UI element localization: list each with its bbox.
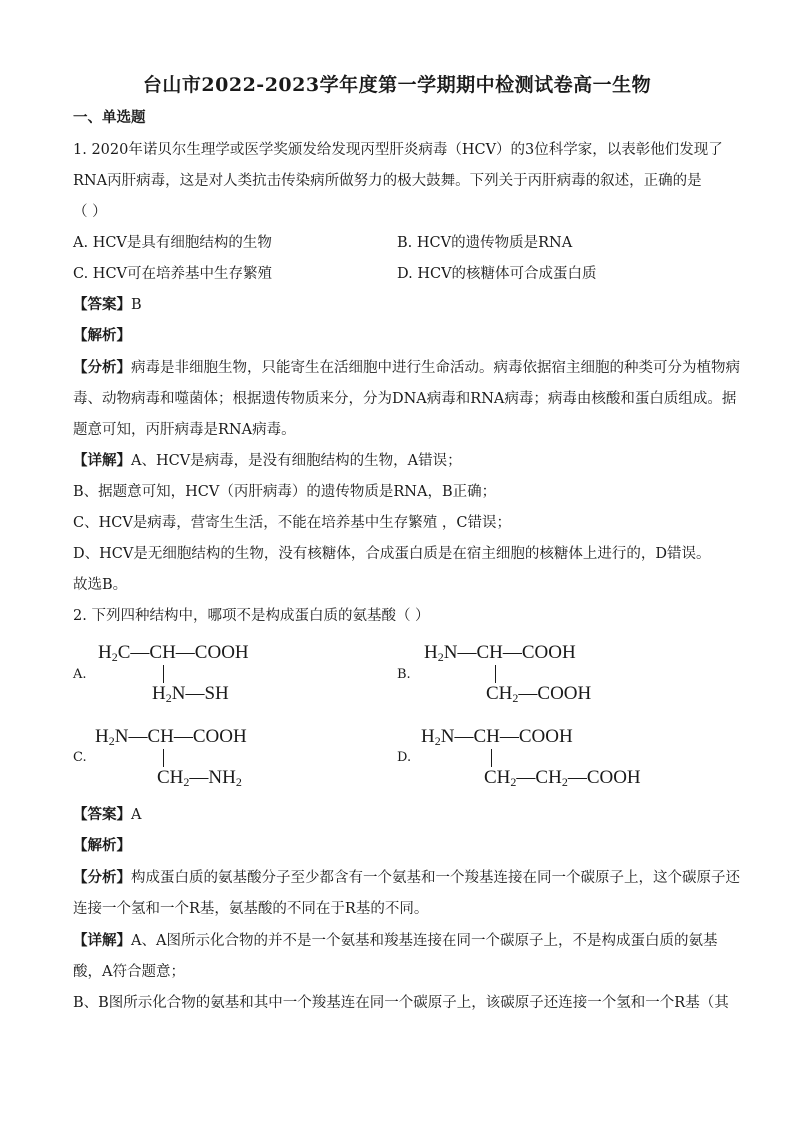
structure-c-bond: [163, 749, 164, 767]
q1-stem-line2: RNA丙肝病毒，这是对人类抗击传染病所做努力的极大鼓舞。下列关于丙肝病毒的叙述，正确的是: [73, 173, 702, 189]
section-heading: 一、单选题: [73, 109, 146, 126]
xiangjie-tag: 【详解】: [73, 932, 131, 949]
q2-xiangjie-line3: B、B图所示化合物的氨基和其中一个羧基连在同一个碳原子上，该碳原子还连接一个氢和一个R基（其: [73, 995, 729, 1011]
structure-b-bottom: $CH_2—COOH$: [486, 683, 592, 705]
answer-tag: 【答案】: [73, 296, 131, 313]
q1-option-a: A. HCV是具有细胞结构的生物: [73, 235, 272, 251]
q1-analysis-tag: 【解析】: [73, 327, 131, 344]
q2-fenxi-line2: 连接一个氢和一个R基，氨基酸的不同在于R基的不同。: [73, 901, 429, 917]
structure-c-top: $H_2N—CH—COOH$: [95, 726, 247, 748]
answer-tag: 【答案】: [73, 806, 131, 823]
q2-label-c: C.: [73, 750, 87, 765]
q1-xiangjie-line1: [73, 451, 462, 471]
q1-option-b: B. HCV的遗传物质是RNA: [397, 235, 573, 251]
fenxi-text: 构成蛋白质的氨基酸分子至少都含有一个氨基和一个羧基连接在同一个碳原子上，这个碳原子还: [131, 870, 740, 886]
q1-fenxi-line1: [73, 358, 740, 378]
q1-option-d: D. HCV的核糖体可合成蛋白质: [397, 266, 597, 282]
q2-stem: 2. 下列四种结构中，哪项不是构成蛋白质的氨基酸（ ）: [73, 608, 430, 624]
q2-fenxi-line1: [73, 868, 740, 888]
q2-answer: [73, 805, 141, 825]
q2-xiangjie-line2: 酸，A符合题意；: [73, 964, 185, 980]
q1-xiangjie-line3: C、HCV是病毒，营寄生生活，不能在培养基中生存繁殖 ，C错误；: [73, 515, 512, 531]
xiangjie-text: A、A图所示化合物的并不是一个氨基和羧基连接在同一个碳原子上，不是构成蛋白质的氨基: [131, 933, 718, 949]
structure-a-bond: [163, 665, 164, 683]
fenxi-tag: 【分析】: [73, 869, 131, 886]
exam-title: 台山市2022-2023学年度第一学期期中检测试卷高一生物: [142, 74, 652, 96]
q2-label-d: D.: [397, 750, 412, 765]
structure-a-bottom: $H_2N—SH$: [152, 683, 229, 705]
q2-label-a: A.: [73, 667, 87, 682]
q1-stem-bracket: （ ）: [73, 204, 107, 220]
structure-b-top: $H_2N—CH—COOH$: [424, 642, 576, 664]
q1-option-c: C. HCV可在培养基中生存繁殖: [73, 266, 273, 282]
q1-fenxi-line3: 题意可知，丙肝病毒是RNA病毒。: [73, 422, 296, 438]
structure-a-top: $H_2C—CH—COOH$: [98, 642, 249, 664]
fenxi-text: 病毒是非细胞生物，只能寄生在活细胞中进行生命活动。病毒依据宿主细胞的种类可分为植物病: [131, 360, 740, 376]
q2-label-b: B.: [397, 667, 411, 682]
answer-value: B: [131, 297, 142, 313]
q1-fenxi-line2: 毒、动物病毒和噬菌体；根据遗传物质来分，分为DNA病毒和RNA病毒；病毒由核酸和蛋白质组成。据: [73, 391, 737, 407]
q1-answer: [73, 295, 142, 315]
fenxi-tag: 【分析】: [73, 359, 131, 376]
q1-stem-line1: 1. 2020年诺贝尔生理学或医学奖颁发给发现丙型肝炎病毒（HCV）的3位科学家，以表彰他们发现了: [73, 142, 723, 158]
structure-c-bottom: $CH_2—NH_2$: [157, 767, 242, 789]
xiangjie-text: A、HCV是病毒，是没有细胞结构的生物，A错误；: [131, 453, 462, 469]
q1-xiangjie-line4: D、HCV是无细胞结构的生物，没有核糖体，合成蛋白质是在宿主细胞的核糖体上进行的，D错误。: [73, 546, 711, 562]
xiangjie-tag: 【详解】: [73, 452, 131, 469]
structure-d-bond: [491, 749, 492, 767]
q2-xiangjie-line1: [73, 931, 717, 951]
structure-d-bottom: $CH_2—CH_2—COOH$: [484, 767, 641, 789]
structure-d-top: $H_2N—CH—COOH$: [421, 726, 573, 748]
q2-analysis-tag: 【解析】: [73, 837, 131, 854]
q1-xiangjie-line5: 故选B。: [73, 577, 128, 593]
structure-b-bond: [495, 665, 496, 683]
q1-xiangjie-line2: B、据题意可知，HCV（丙肝病毒）的遗传物质是RNA，B正确；: [73, 484, 497, 500]
answer-value: A: [131, 807, 142, 823]
